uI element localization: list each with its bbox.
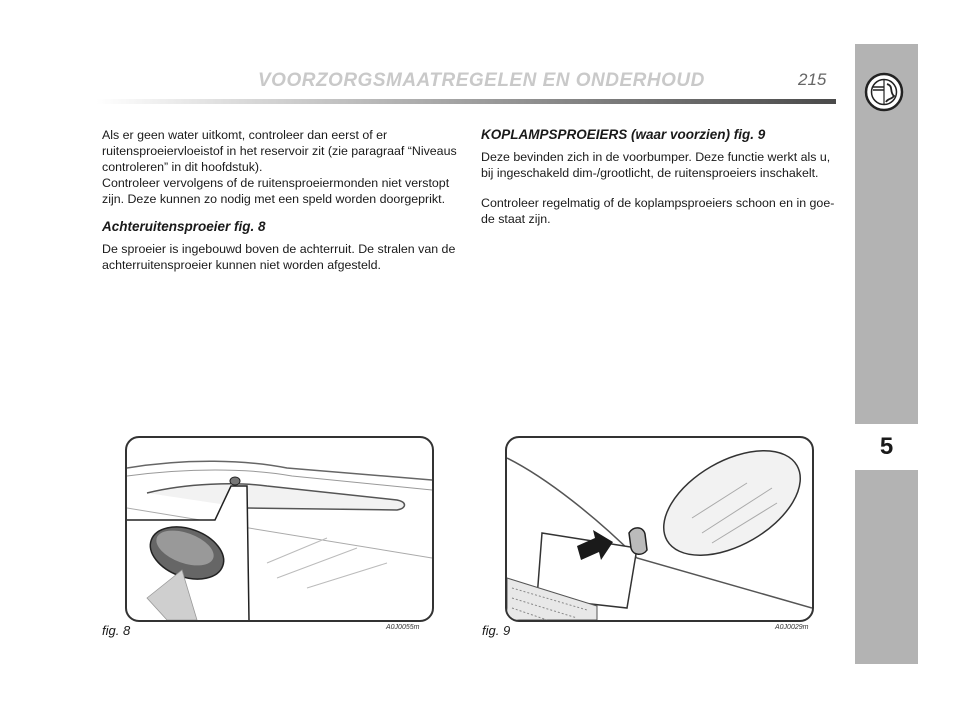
- paragraph-rear-washer: De sproeier is ingebouwd boven de achterruit. De stralen van de achterruitensproeier kunnen niet worden afgesteld.: [102, 242, 456, 272]
- paragraph-headlamp-check: Controleer regelmatig of de koplampsproeiers schoon en in goede staat zijn.: [481, 196, 835, 226]
- paragraph-nozzles: Controleer vervolgens of de ruitensproeiermonden niet verstopt zijn. Deze kunnen zo nodig met een speld worden doorgeprikt.: [102, 176, 450, 206]
- paragraph-headlamp-location: Deze bevinden zich in de voorbumper. Deze functie werkt als u, bij ingeschakeld dim-/grootlicht, de ruitensproeiers inschakelt.: [481, 150, 831, 180]
- right-column: [481, 127, 837, 235]
- figure-8-rear-washer: [125, 436, 434, 622]
- figure-8-code: A0J0055m: [386, 624, 420, 631]
- figure-9-caption: fig. 9: [482, 623, 511, 638]
- headlamp-washer-illustration: [507, 438, 812, 620]
- header-rule: [96, 99, 836, 104]
- left-column: [102, 127, 457, 281]
- page-number: 215: [798, 70, 827, 89]
- alfa-romeo-emblem-icon: [864, 72, 904, 112]
- rear-washer-illustration: [127, 438, 432, 620]
- figure-9-headlamp-washer: [505, 436, 814, 622]
- body-text: [102, 127, 457, 207]
- section-heading-rear-washer: Achteruitensproeier fig. 8: [102, 219, 266, 234]
- figure-9-code: A0J0029m: [775, 624, 809, 631]
- chapter-sidebar: [855, 44, 918, 664]
- figure-8-caption: fig. 8: [102, 623, 131, 638]
- chapter-tab[interactable]: [855, 424, 918, 470]
- section-heading-headlamp-washers: KOPLAMPSPROEIERS (waar voorzien) fig. 9: [481, 127, 766, 142]
- paragraph-reservoir: Als er geen water uitkomt, controleer dan eerst of er ruitensproeiervloeistof in het reservoir zit (zie paragraaf “Niveaus controleren” in dit hoofdstuk).: [102, 128, 457, 174]
- running-header-title: VOORZORGSMAATREGELEN EN ONDERHOUD: [258, 70, 705, 91]
- chapter-number: 5: [879, 433, 894, 460]
